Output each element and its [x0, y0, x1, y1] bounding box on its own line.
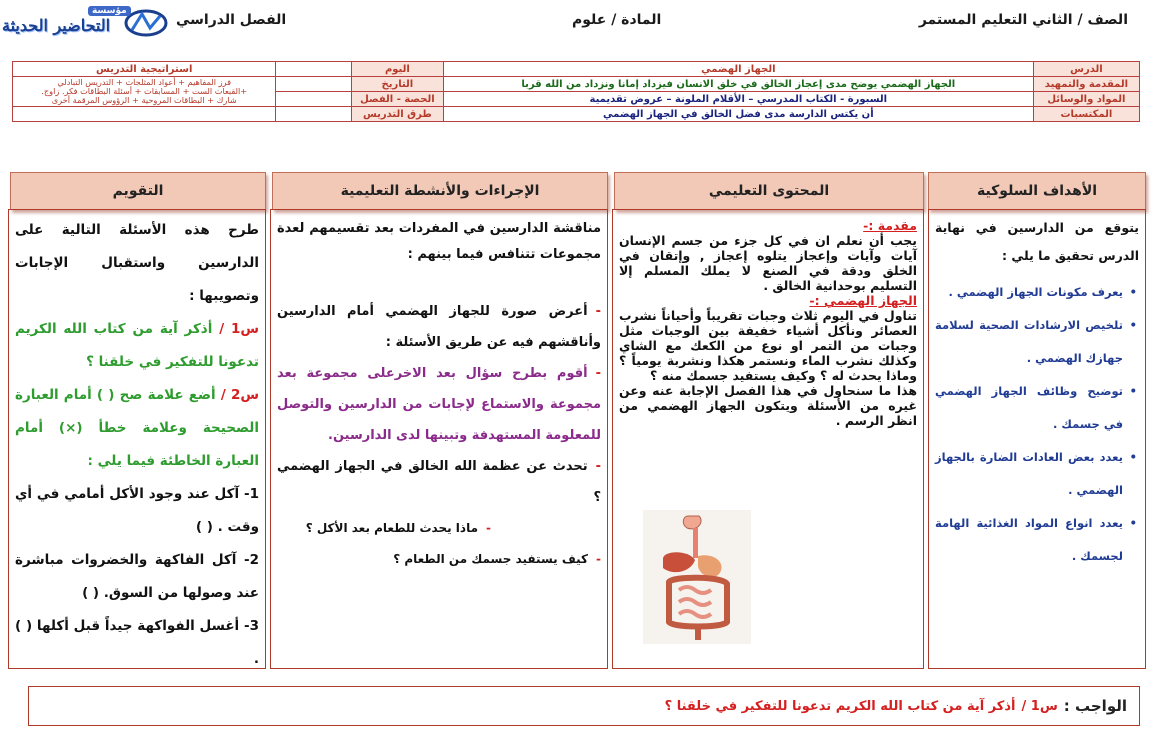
question-label: س2 /	[220, 387, 259, 403]
procedures-panel	[270, 209, 608, 669]
day-label: اليوم	[351, 62, 443, 77]
evaluation-panel	[8, 209, 266, 669]
strategy-title: استراتيجية التدريس	[13, 62, 276, 77]
intro-title: مقدمة :-	[863, 218, 917, 233]
date-value	[276, 77, 352, 92]
content-header: المحتوى التعليمي	[614, 172, 924, 210]
strategy-list	[13, 77, 276, 107]
objectives-intro: يتوقع من الدارسين في نهاية الدرس تحقيق ما يلي :	[935, 220, 1139, 263]
content-panel	[612, 209, 924, 669]
procedures-intro: مناقشة الدارسين في المفردات بعد تقسيمهم لعدة مجموعات تتنافس فيما بينهم :	[277, 221, 601, 262]
table-row	[13, 107, 1140, 122]
table-row	[13, 62, 1140, 77]
section-title: الجهاز الهضمي :-	[809, 293, 917, 308]
procedure-question: تحدث عن عظمة الله الخالق في الجهاز الهضمي ؟	[277, 459, 601, 505]
procedure-step: أقوم بطرح سؤال بعد الاخرعلى مجموعة بعد مجموعة والاستماع لإجابات من الدارسين والتوصل للمعلومة المستهدفة وتبينها لدى الدارسين.	[277, 366, 601, 443]
dash-marker: -	[595, 366, 601, 381]
materials-label: المواد والوسائل	[1033, 92, 1139, 107]
homework-text: أذكر آية من كتاب الله الكريم تدعونا للتفكير في خلقنا ؟	[664, 698, 1016, 714]
term-label: الفصل الدراسي	[176, 12, 287, 28]
evaluation-intro: طرح هذه الأسئلة التالية على الدارسين واستقبال الإجابات وتصويبها :	[15, 222, 259, 304]
rectum-shape	[695, 626, 701, 640]
period-value	[276, 92, 352, 107]
subject-label: المادة / علوم	[572, 12, 662, 28]
evaluation-header: التقويم	[10, 172, 266, 210]
logo-text: التحاضير الحديثة	[2, 16, 111, 35]
digestive-system-diagram	[643, 510, 751, 644]
dash-marker: -	[596, 552, 601, 566]
dash-marker: -	[595, 459, 601, 474]
procedures-header: الإجراءات والأنشطة التعليمية	[272, 172, 608, 210]
objectives-list	[935, 276, 1139, 573]
homework-box	[28, 686, 1140, 726]
question-text: أضع علامة صح ( ) أمام العبارة الصحيحة وعلامة خطأ (×) أمام العبارة الخاطئة فيما يلي :	[15, 387, 259, 469]
methods-label: طرق التدريس	[351, 107, 443, 122]
statement-item: 1- آكل عند وجود الأكل أمامي في أي وقت . ( )	[15, 486, 259, 535]
homework-question-label: س1 /	[1021, 698, 1058, 714]
outcomes-value: أن يكتس الدارسة مدى فضل الخالق في الجهاز الهضمي	[443, 107, 1033, 122]
strategy-line: شارك + البطاقات المروحية + الرؤوس المرقمة أخرى	[51, 95, 237, 105]
procedure-question: كيف يستفيد جسمك من الطعام ؟	[393, 552, 589, 566]
strategy-line: فرز المفاهيم + أعواد المثلجات + التدريس التبادلي	[57, 77, 231, 87]
table-row	[13, 77, 1140, 92]
procedure-question: ماذا يحدث للطعام بعد الأكل ؟	[305, 521, 479, 535]
question-label: س1 /	[219, 321, 260, 337]
lesson-info-table	[12, 61, 1140, 122]
objectives-panel	[928, 209, 1146, 669]
esophagus-shape	[693, 528, 698, 558]
period-label: الحصة - الفصل	[351, 92, 443, 107]
intro-label: المقدمة والتمهيد	[1033, 77, 1139, 92]
date-label: التاريخ	[351, 77, 443, 92]
list-item: • تلخيص الارشادات الصحية لسلامة جهازك الهضمي .	[935, 309, 1139, 375]
section-text: تناول في اليوم ثلاث وجبات تقريباً وأحياناً نشرب العصائر ونأكل أشياء خفيفة بين الوجبات مثل وجبات من التمر او نوع من الكعك مع الشاي وكذلك نشرب الماء ونستمر هكذا ونشربة يومياً ؟ وماذا يحدث له ؟ وكيف يستفيد جسمك منه ؟	[619, 308, 917, 383]
statement-item: 3- أغسل الفواكهة جيداً قبل أكلها ( ) .	[15, 618, 259, 667]
methods-value	[276, 107, 352, 122]
question-text: أذكر آية من كتاب الله الكريم تدعونا للتفكير في خلقنا ؟	[15, 321, 259, 370]
intro-text: يجب أن نعلم ان في كل جزء من جسم الإنسان آيات وآيات وإعجاز يتلوه إعجاز , وإتقان في الخلق ودقة في الصنع لا يملك المسلم إلا التسليم بوحدانية الخالق .	[619, 233, 917, 293]
dash-marker: -	[595, 304, 601, 319]
lesson-value: الجهاز الهضمي	[443, 62, 1033, 77]
publisher-logo	[2, 6, 180, 38]
empty-cell	[13, 107, 276, 122]
closing-text: هذا ما سنحاول في هذا الفصل الإجابة عنه وعن غيره من الأسئلة ويتكون الجهاز الهضمي من انظر الرسم .	[619, 383, 917, 428]
grade-label: الصف / الثاني التعليم المستمر	[918, 12, 1128, 28]
homework-label: الواجب :	[1063, 697, 1127, 715]
procedure-step: أعرض صورة للجهاز الهضمي أمام الدارسين وأناقشهم فيه عن طريق الأسئلة :	[277, 304, 601, 350]
mouth-shape	[683, 516, 701, 529]
list-item: • يعدد بعض العادات الضارة بالجهاز الهضمي .	[935, 441, 1139, 507]
list-item: • توضيح وظائف الجهاز الهضمي في جسمك .	[935, 375, 1139, 441]
lesson-label: الدرس	[1033, 62, 1139, 77]
statement-item: 2- آكل الفاكهة والخضروات مباشرة عند وصولها من السوق. ( )	[15, 552, 259, 601]
day-value	[276, 62, 352, 77]
strategy-line: +القبعات الست + المسابقات + أسئلة البطاقات فكر. زاوج.	[41, 86, 248, 96]
logo-subtext: مؤسسة	[88, 6, 131, 16]
list-item: • يعدد انواع المواد الغذائية الهامة لجسمك .	[935, 507, 1139, 573]
outcomes-label: المكتسبات	[1033, 107, 1139, 122]
objectives-header: الأهداف السلوكية	[928, 172, 1146, 210]
materials-value: السبورة - الكتاب المدرسي – الأقلام الملونة – عروض تقديمية	[443, 92, 1033, 107]
intro-value: الجهاز الهضمي يوضح مدى إعجاز الخالق في خلق الانسان فيزداد إمانا ونزداد من الله قربا	[443, 77, 1033, 92]
dash-marker: -	[486, 521, 491, 535]
list-item: • يعرف مكونات الجهاز الهضمي .	[935, 276, 1139, 309]
